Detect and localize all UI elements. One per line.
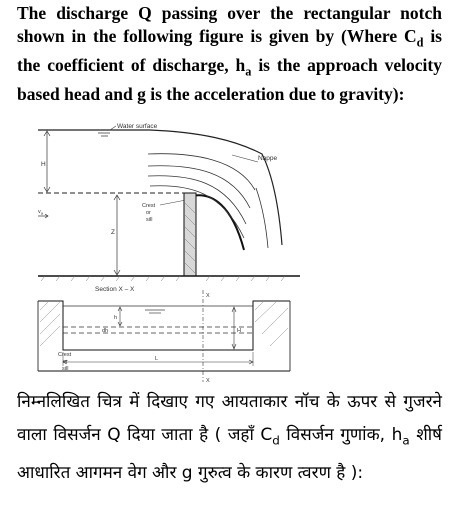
L-label: L: [155, 356, 159, 362]
question-text-english: [17, 2, 442, 105]
notch-figure: [0, 110, 449, 386]
subscript-a-hi: a: [402, 433, 410, 448]
question-text-hindi: [17, 386, 442, 490]
nappe-label: Nappe: [258, 155, 278, 162]
H-right-label: H: [237, 328, 241, 334]
x-bottom-label: X: [206, 378, 210, 384]
dh-label: dh: [102, 328, 109, 334]
water-surface-label: Water surface: [117, 123, 158, 130]
Z-label: Z: [111, 229, 115, 236]
water-surface-marks: [98, 133, 110, 136]
question-en-part3: is the approach velocity based head and g is the acceleration due to gravity):: [17, 54, 442, 104]
section-label: Section X – X: [95, 286, 135, 293]
crest-label-2: or: [146, 210, 151, 216]
crest-label-3: sill: [146, 217, 153, 223]
h-label: h: [114, 315, 118, 321]
crest-label-1: Crest: [142, 203, 156, 209]
H-label: H: [41, 161, 46, 168]
subscript-d: d: [416, 35, 424, 49]
x-top-label: X: [206, 293, 210, 299]
channel-outline: [38, 301, 290, 350]
question-hi-part1: निम्नलिखित चित्र में दिखाए गए आयताकार नॉच के ऊपर से गुजरने वाला विसर्जन Q दिया जाता है ( जहाँ C: [17, 392, 442, 445]
streamlines: [148, 154, 268, 248]
nappe-upper: [150, 130, 282, 245]
question-hi-part3: शीर्ष आधारित आगमन वेग और g गुरुत्व के कारण त्वरण है ):: [17, 425, 443, 484]
subscript-d-hi: d: [272, 433, 280, 448]
question-en-part2: is the coefficient of discharge, h: [17, 25, 442, 75]
question-en-part1: The discharge Q passing over the rectangular notch shown in the following figure is given by (Where C: [17, 3, 442, 46]
subscript-a: a: [245, 64, 252, 78]
va-label: $v_a$: [38, 209, 43, 216]
crest2-label-3: sill: [62, 366, 69, 372]
question-hi-part2: विसर्जन गुणांक, h: [279, 425, 403, 445]
crest2-label-1: Crest: [58, 352, 72, 358]
crest2-label-2: or: [63, 359, 68, 365]
